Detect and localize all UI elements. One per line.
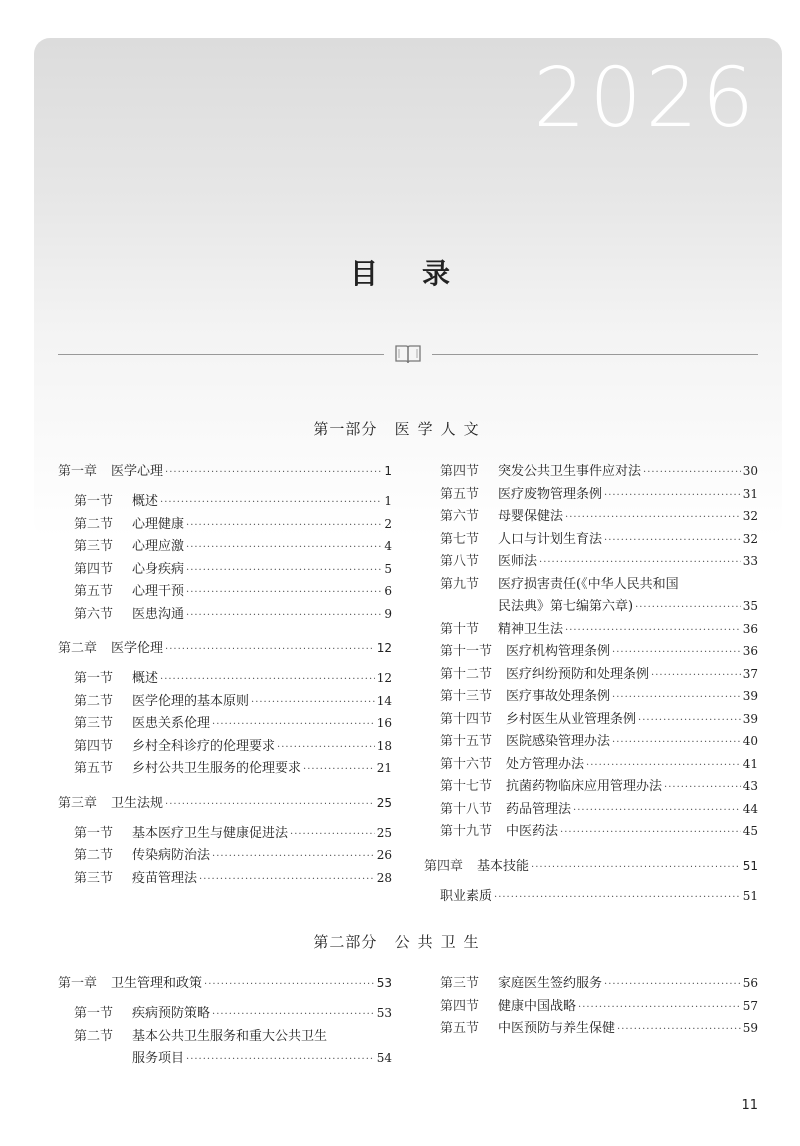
part2-number: 第二部分	[313, 933, 378, 951]
year-watermark: 2026	[533, 51, 758, 146]
toc-page-number: 36	[742, 644, 758, 658]
toc-entry-number: 第四节	[440, 464, 480, 479]
toc-section-entry[interactable]	[424, 995, 758, 1015]
toc-dot-leader	[612, 647, 741, 658]
toc-entry-number: 第三章	[58, 795, 98, 811]
toc-section-entry[interactable]	[424, 708, 758, 728]
toc-dot-leader	[565, 625, 741, 636]
toc-chapter-entry[interactable]	[58, 460, 392, 480]
toc-dot-leader	[277, 742, 375, 753]
toc-page-number: 57	[742, 998, 758, 1013]
toc-dot-leader	[212, 851, 375, 862]
toc-section-entry[interactable]	[58, 735, 392, 755]
toc-entry-number: 第三节	[74, 539, 114, 554]
toc-entry-title: 基本公共卫生服务和重大公共卫生	[132, 1028, 328, 1044]
toc-page-number: 9	[384, 606, 392, 621]
toc-dot-leader	[638, 715, 741, 726]
toc-entry-number: 第十节	[440, 621, 480, 637]
divider-right	[432, 354, 758, 355]
toc-entry-title: 卫生法规	[111, 795, 164, 811]
toc-section-entry[interactable]	[58, 667, 392, 687]
book-icon	[393, 343, 423, 365]
toc-page-number: 1	[384, 494, 392, 508]
toc-entry-title: 健康中国战略	[498, 998, 577, 1014]
toc-page-number: 25	[376, 825, 392, 840]
toc-section-entry[interactable]	[58, 490, 392, 510]
toc-dot-leader	[303, 764, 375, 775]
toc-section-entry[interactable]	[424, 972, 758, 992]
toc-section-entry[interactable]	[424, 528, 758, 548]
toc-entry-title: 人口与计划生育法	[498, 531, 603, 547]
toc-entry-title: 服务项目	[132, 1051, 185, 1066]
toc-dot-leader	[251, 697, 375, 708]
toc-dot-leader	[604, 979, 741, 990]
toc-entry-number: 第五节	[74, 584, 114, 599]
toc-dot-leader	[586, 760, 741, 771]
toc-dot-leader	[165, 467, 382, 478]
toc-entry-title: 医疗废物管理条例	[498, 486, 603, 502]
toc-section-entry[interactable]	[58, 1002, 392, 1022]
toc-entry-number: 第十二节	[440, 666, 493, 682]
toc-entry-number: 第四节	[440, 998, 480, 1014]
toc-page-number: 32	[742, 531, 758, 546]
toc-page-number: 37	[742, 666, 758, 681]
toc-dot-leader	[165, 799, 375, 810]
toc-section-entry[interactable]	[58, 580, 392, 600]
toc-entry-title: 精神卫生法	[498, 621, 564, 637]
toc-entry-title: 心身疾病	[132, 561, 185, 577]
toc-section-entry[interactable]	[424, 483, 758, 503]
toc-section-entry[interactable]	[58, 712, 392, 732]
toc-dot-leader	[212, 1009, 375, 1020]
toc-section-entry[interactable]	[58, 513, 392, 533]
toc-entry-title: 心理应激	[132, 539, 185, 554]
part1-number: 第一部分	[313, 420, 378, 438]
toc-entry-number: 第四章	[424, 858, 464, 874]
toc-entry-title: 医疗事故处理条例	[506, 689, 611, 704]
toc-entry-title: 疫苗管理法	[132, 870, 198, 886]
toc-page-number: 54	[376, 1051, 392, 1065]
toc-dot-leader	[186, 520, 382, 531]
toc-entry-number: 第二章	[58, 641, 98, 656]
toc-entry-title: 突发公共卫生事件应对法	[498, 464, 642, 479]
toc-section-entry[interactable]	[58, 844, 392, 864]
toc-entry-title: 基本医疗卫生与健康促进法	[132, 825, 289, 841]
toc-section-entry[interactable]	[424, 730, 758, 750]
toc-entry-title: 医疗损害责任(《中华人民共和国	[498, 576, 679, 592]
part1-heading	[0, 418, 800, 439]
toc-entry-title: 卫生管理和政策	[111, 976, 203, 991]
toc-entry-number: 第十六节	[440, 756, 493, 772]
page-number: 11	[741, 1098, 758, 1113]
toc-dot-leader	[290, 829, 375, 840]
page-title: 目录	[349, 257, 494, 290]
toc-page-number: 53	[376, 976, 392, 990]
toc-dot-leader	[186, 1054, 375, 1065]
toc-page-number: 40	[742, 734, 758, 748]
toc-dot-leader	[186, 542, 382, 553]
toc-page-number: 12	[376, 641, 392, 655]
toc-page-number: 44	[742, 801, 758, 816]
toc-entry-title: 医学心理	[111, 464, 164, 479]
toc-dot-leader	[165, 644, 375, 655]
toc-page-number: 53	[376, 1006, 392, 1020]
toc-section-entry[interactable]	[424, 460, 758, 480]
toc-entry-title: 中医预防与养生保健	[498, 1021, 616, 1036]
toc-entry-title: 概述	[132, 494, 159, 509]
toc-entry-number: 第一节	[74, 825, 114, 841]
toc-dot-leader	[186, 587, 382, 598]
toc-entry-title: 基本技能	[477, 858, 530, 874]
toc-page-number: 25	[376, 795, 392, 810]
toc-entry-title: 抗菌药物临床应用管理办法	[506, 779, 663, 794]
toc-section-entry[interactable]	[424, 573, 758, 593]
toc-section-entry[interactable]	[424, 663, 758, 683]
toc-section-entry[interactable]	[58, 867, 392, 887]
toc-section-entry[interactable]	[58, 558, 392, 578]
toc-entry-number: 第十九节	[440, 824, 493, 839]
toc-entry-title: 医学伦理	[111, 641, 164, 656]
toc-entry-number: 第十八节	[440, 801, 493, 817]
toc-entry-title: 乡村全科诊疗的伦理要求	[132, 738, 276, 754]
toc-entry-title: 医疗机构管理条例	[506, 644, 611, 659]
toc-dot-leader	[565, 512, 741, 523]
toc-dot-leader	[617, 1024, 741, 1035]
toc-entry-number: 第十三节	[440, 689, 493, 704]
toc-entry-title: 民法典》第七编第六章)	[498, 599, 634, 614]
toc-entry-number: 第六节	[74, 606, 114, 622]
toc-page-number: 51	[742, 888, 758, 903]
part2-heading	[0, 931, 800, 952]
toc-dot-leader	[651, 670, 741, 681]
toc-entry-title: 医学伦理的基本原则	[132, 693, 250, 709]
toc-page-number: 31	[742, 486, 758, 501]
toc-entry-number: 第一节	[74, 494, 114, 509]
toc-entry-title: 中医药法	[506, 824, 559, 839]
toc-entry-number: 第二节	[74, 848, 114, 863]
toc-entry-title: 处方管理办法	[506, 756, 585, 772]
toc-entry-title: 疾病预防策略	[132, 1006, 211, 1021]
toc-entry-title: 母婴保健法	[498, 509, 564, 524]
toc-page-number: 26	[376, 848, 392, 862]
toc-chapter-entry[interactable]	[58, 792, 392, 812]
toc-dot-leader	[560, 827, 741, 838]
toc-section-entry[interactable]	[424, 820, 758, 840]
toc-section-entry[interactable]	[424, 595, 758, 615]
toc-entry-number: 第九节	[440, 576, 480, 592]
toc-section-entry[interactable]	[424, 618, 758, 638]
toc-dot-leader	[531, 862, 741, 873]
part1-subject: 医学人文	[394, 420, 487, 438]
divider-left	[58, 354, 384, 355]
toc-entry-title: 概述	[132, 671, 159, 686]
toc-section-entry[interactable]	[58, 690, 392, 710]
toc-section-entry[interactable]	[58, 822, 392, 842]
toc-entry-number: 第三节	[440, 976, 480, 991]
toc-entry-number: 第十七节	[440, 779, 493, 794]
toc-entry-title: 药品管理法	[506, 801, 572, 817]
toc-entry-title: 家庭医生签约服务	[498, 976, 603, 991]
toc-entry-title: 医患关系伦理	[132, 716, 211, 731]
toc-entry-title: 职业素质	[440, 888, 493, 904]
toc-page-number: 51	[742, 858, 758, 873]
toc-dot-leader	[160, 674, 375, 685]
toc-section-entry[interactable]	[424, 775, 758, 795]
toc-section-entry[interactable]	[424, 885, 758, 905]
toc-entry-number: 第六节	[440, 509, 480, 524]
toc-entry-title: 医院感染管理办法	[506, 734, 611, 749]
toc-dot-leader	[664, 782, 741, 793]
toc-page-number: 43	[742, 779, 758, 793]
toc-dot-leader	[635, 602, 741, 613]
toc-page-number: 16	[376, 716, 392, 730]
toc-entry-title: 医师法	[498, 554, 538, 569]
toc-entry-number: 第五节	[440, 486, 480, 502]
toc-dot-leader	[578, 1002, 741, 1013]
toc-page-number: 18	[376, 738, 392, 753]
toc-section-entry[interactable]	[424, 753, 758, 773]
toc-page-number: 35	[742, 599, 758, 613]
toc-entry-title: 乡村医生从业管理条例	[506, 711, 637, 727]
toc-page-number: 14	[376, 693, 392, 708]
toc-entry-title: 医患沟通	[132, 606, 185, 622]
toc-section-entry[interactable]	[424, 1017, 758, 1037]
toc-dot-leader	[160, 497, 382, 508]
toc-dot-leader	[539, 557, 741, 568]
toc-dot-leader	[604, 490, 741, 501]
toc-page-number: 39	[742, 711, 758, 726]
toc-page-number: 59	[742, 1021, 758, 1035]
toc-dot-leader	[494, 892, 741, 903]
toc-dot-leader	[612, 737, 741, 748]
toc-page-number: 33	[742, 554, 758, 568]
toc-dot-leader	[186, 610, 382, 621]
toc-entry-number: 第四节	[74, 738, 114, 754]
toc-entry-title: 心理干预	[132, 584, 185, 599]
toc-entry-number: 第十五节	[440, 734, 493, 749]
toc-page-number: 4	[384, 539, 392, 553]
toc-page-number: 2	[384, 516, 392, 531]
toc-section-entry[interactable]	[58, 757, 392, 777]
toc-page-number: 32	[742, 509, 758, 523]
toc-dot-leader	[204, 979, 375, 990]
toc-section-entry[interactable]	[58, 535, 392, 555]
toc-entry-number: 第二节	[74, 516, 114, 532]
toc-entry-title: 心理健康	[132, 516, 185, 532]
toc-dot-leader	[643, 467, 741, 478]
toc-page-number: 1	[384, 464, 392, 478]
toc-dot-leader	[604, 535, 741, 546]
toc-section-entry[interactable]	[424, 685, 758, 705]
toc-entry-number: 第一章	[58, 976, 98, 991]
toc-page-number: 45	[742, 824, 758, 838]
toc-page-number: 30	[742, 464, 758, 478]
toc-entry-number: 第三节	[74, 870, 114, 886]
toc-entry-number: 第五节	[74, 761, 114, 776]
toc-section-entry[interactable]	[58, 603, 392, 623]
toc-section-entry[interactable]	[424, 798, 758, 818]
toc-entry-number: 第二节	[74, 1028, 114, 1044]
toc-section-entry[interactable]	[424, 505, 758, 525]
toc-page-number: 39	[742, 689, 758, 703]
toc-dot-leader	[199, 874, 375, 885]
toc-entry-number: 第七节	[440, 531, 480, 547]
toc-entry-title: 医疗纠纷预防和处理条例	[506, 666, 650, 682]
toc-entry-number: 第三节	[74, 716, 114, 731]
toc-entry-number: 第二节	[74, 693, 114, 709]
toc-page-number: 36	[742, 621, 758, 636]
part2-subject: 公共卫生	[394, 933, 487, 951]
toc-section-entry[interactable]	[58, 1047, 392, 1067]
toc-entry-number: 第四节	[74, 561, 114, 577]
toc-section-entry[interactable]	[424, 550, 758, 570]
toc-dot-leader	[212, 719, 375, 730]
toc-entry-number: 第十一节	[440, 644, 493, 659]
toc-section-entry[interactable]	[424, 640, 758, 660]
toc-section-entry[interactable]	[58, 1025, 392, 1045]
toc-entry-number: 第一节	[74, 1006, 114, 1021]
toc-entry-number: 第十四节	[440, 711, 493, 727]
toc-page-number: 5	[384, 561, 392, 576]
toc-dot-leader	[612, 692, 741, 703]
toc-entry-title: 乡村公共卫生服务的伦理要求	[132, 761, 302, 776]
toc-page-number: 6	[384, 584, 392, 598]
toc-page-number: 41	[742, 756, 758, 771]
toc-page-number: 12	[376, 671, 392, 685]
toc-dot-leader	[573, 805, 741, 816]
toc-entry-number: 第八节	[440, 554, 480, 569]
toc-chapter-entry[interactable]	[58, 637, 392, 657]
toc-entry-number: 第五节	[440, 1021, 480, 1036]
toc-entry-number: 第一节	[74, 671, 114, 686]
toc-entry-number: 第一章	[58, 464, 98, 479]
toc-page-number: 28	[376, 870, 392, 885]
toc-page-number: 21	[376, 761, 392, 775]
toc-chapter-entry[interactable]	[424, 855, 758, 875]
toc-dot-leader	[186, 565, 382, 576]
toc-page-number: 56	[742, 976, 758, 990]
toc-chapter-entry[interactable]	[58, 972, 392, 992]
toc-entry-title: 传染病防治法	[132, 848, 211, 863]
